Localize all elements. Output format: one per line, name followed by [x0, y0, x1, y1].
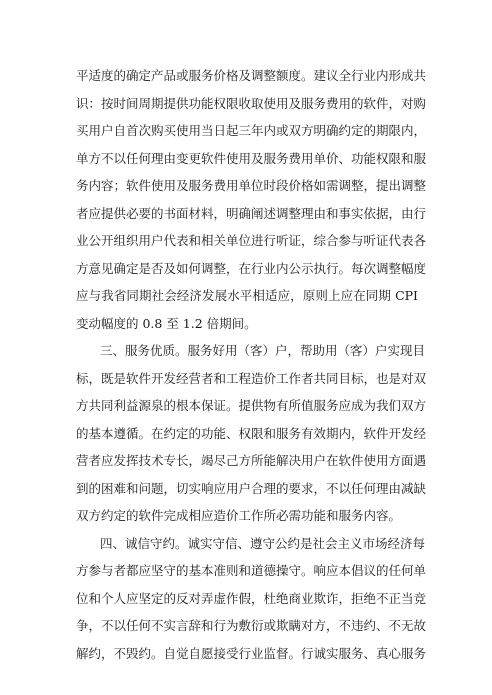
text-line: 双方约定的软件完成相应造价工作所必需功能和服务内容。 [76, 508, 402, 523]
paragraph-pricing-consensus [76, 62, 427, 337]
text-line: 的基本遵循。在约定的功能、权限和服务有效期内，软件开发经 [76, 425, 427, 441]
text-line: 单方不以任何理由变更软件使用及服务费用单价、功能权限和服 [76, 150, 427, 166]
text-line: 务内容；软件使用及服务费用单位时段价格如需调整，提出调整 [76, 178, 427, 193]
text-line: 标，既是软件开发经营者和工程造价工作者共同目标，也是对双 [76, 370, 427, 386]
text-line: 买用户自首次购买使用当日起三年内或双方明确约定的期限内， [76, 123, 427, 138]
text-line: 识：按时间周期提供功能权限收取使用及服务费用的软件，对购 [76, 95, 427, 111]
text-line: 变动幅度的 0.8 至 1.2 倍期间。 [76, 315, 257, 331]
text-line: 解约，不毁约。自觉自愿接受行业监督。行诚实服务、真心服务 [76, 645, 427, 661]
text-line: 应与我省同期社会经济发展水平相适应，原则上应在同期 CPI [76, 288, 418, 303]
text-line: 营者应发挥技术专长，竭尽己方所能解决用户在软件使用方面遇 [76, 453, 427, 468]
text-line: 到的困难和问题，切实响应用户合理的要求，不以任何理由减缺 [76, 480, 427, 496]
text-line: 方参与者都应坚守的基本准则和道德操守。响应本倡议的任何单 [76, 563, 427, 578]
text-line: 争，不以任何不实言辞和行为敷衍或欺瞒对方，不违约、不无故 [76, 618, 427, 633]
text-line: 方意见确定是否及如何调整，在行业内公示执行。每次调整幅度 [76, 260, 427, 276]
text-line: 三、服务优质。服务好用（客）户，帮助用（客）户实现目 [100, 343, 426, 358]
document-body [76, 62, 427, 667]
text-line: 方共同利益源泉的根本保证。提供物有所值服务应成为我们双方 [76, 398, 427, 413]
text-line: 者应提供必要的书面材料，明确阐述调整理由和事实依据，由行 [76, 205, 427, 221]
text-line: 业公开组织用户代表和相关单位进行听证，综合参与听证代表各 [76, 233, 427, 248]
text-line: 四、诚信守约。诚实守信、遵守公约是社会主义市场经济每 [100, 535, 426, 551]
paragraph-quality-service [76, 337, 427, 530]
paragraph-integrity [76, 530, 427, 668]
text-line: 位和个人应坚定的反对弄虚作假，杜绝商业欺诈，拒绝不正当竞 [76, 590, 427, 606]
text-line: 平适度的确定产品或服务价格及调整额度。建议全行业内形成共 [76, 68, 427, 83]
